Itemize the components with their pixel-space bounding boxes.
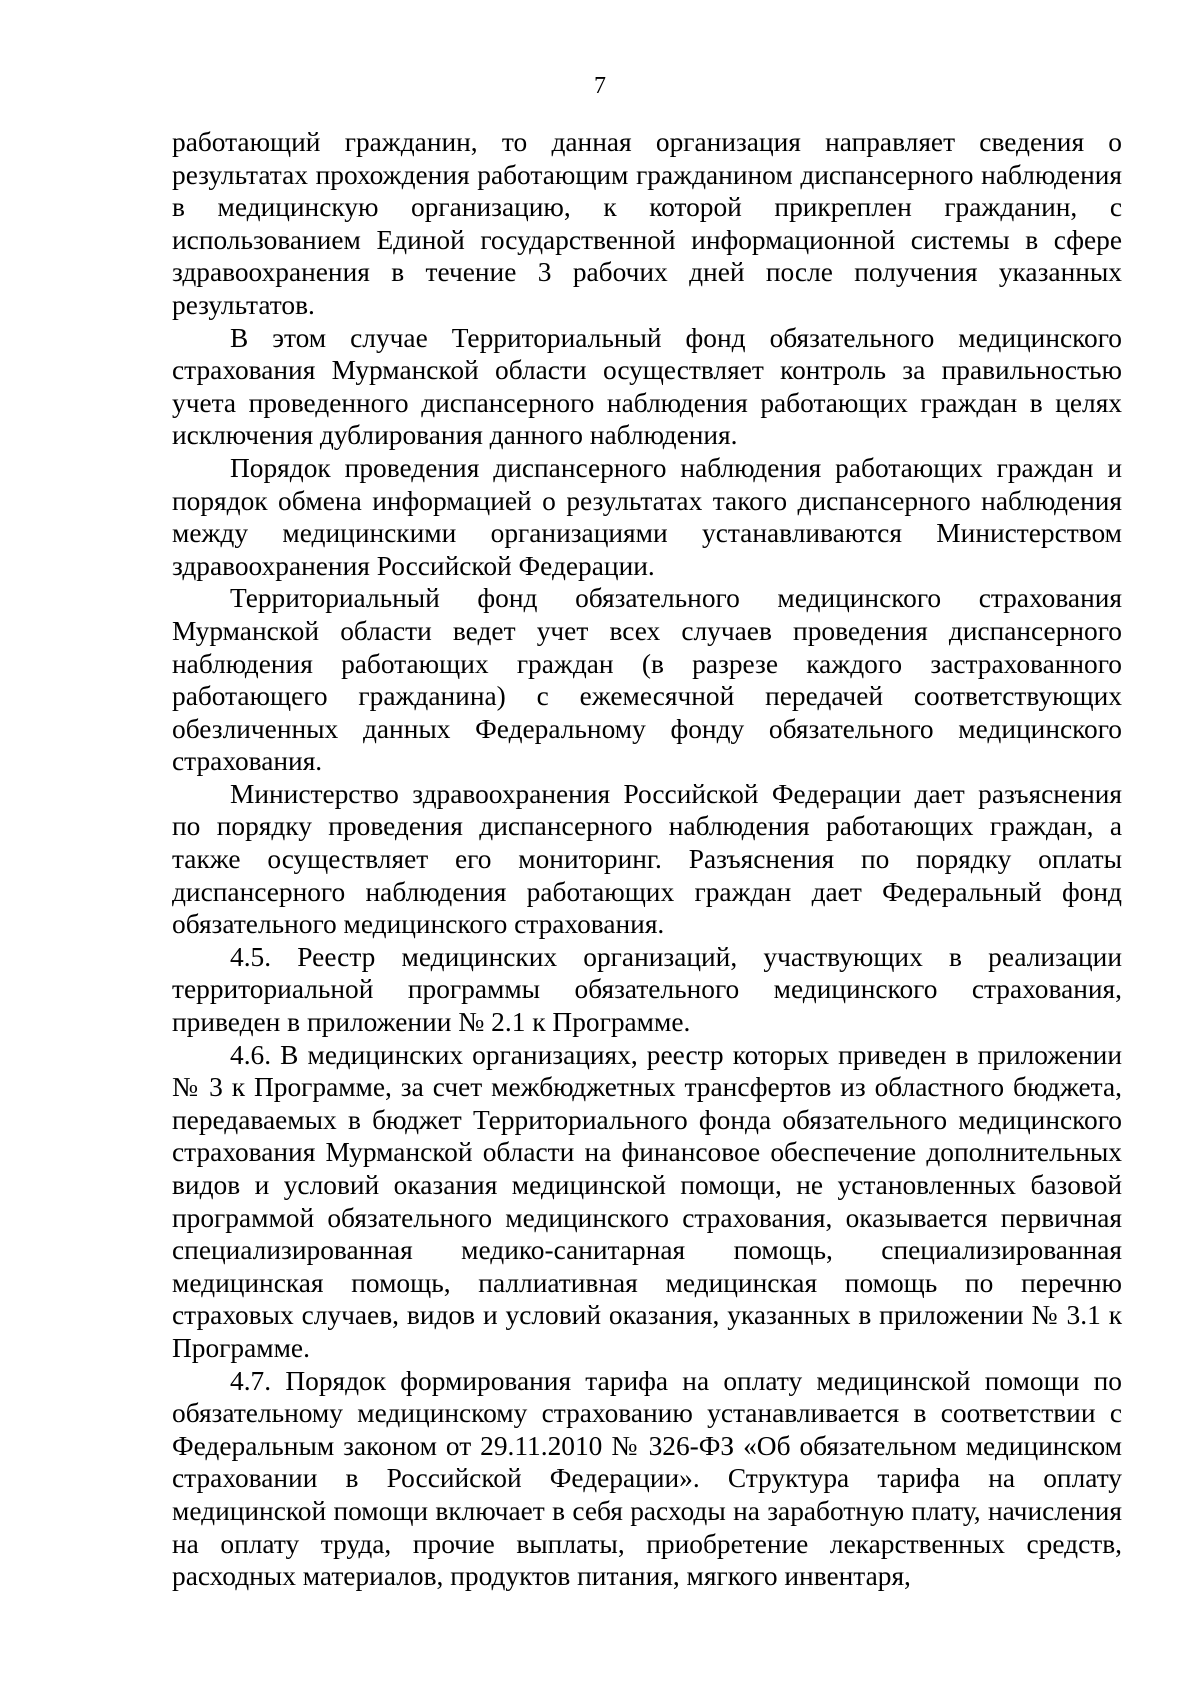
- paragraph-continuation: работающий гражданин, то данная организация направляет сведения о результатах прохождения работающим гражданином диспансерного наблюдения в медицинскую организацию, к которой прикреплен гражданин, с использованием Единой государственной информационной системы в сфере здравоохранения в течение 3 рабочих дней после получения указанных результатов.: [172, 127, 1122, 320]
- paragraph-section-4-5: 4.5. Реестр медицинских организаций, участвующих в реализации территориальной программы обязательного медицинского страхования, приведен в приложении № 2.1 к Программе.: [172, 941, 1122, 1038]
- paragraph-fund-accounting: Территориальный фонд обязательного медицинского страхования Мурманской области ведет учет всех случаев проведения диспансерного наблюдения работающих граждан (в разрезе каждого застрахованного работающего гражданина) с ежемесячной передачей соответствующих обезличенных данных Федеральному фонду обязательного медицинского страхования.: [172, 583, 1122, 777]
- paragraph-ministry-clarifications: Министерство здравоохранения Российской Федерации дает разъяснения по порядку проведения диспансерного наблюдения работающих граждан, а также осуществляет его мониторинг. Разъяснения по порядку оплаты диспансерного наблюдения работающих граждан дает Федеральный фонд обязательного медицинского страхования.: [172, 778, 1122, 940]
- paragraph-control-duplication: В этом случае Территориальный фонд обязательного медицинского страхования Мурманской области осуществляет контроль за правильностью учета проведенного диспансерного наблюдения работающих граждан в целях исключения дублирования данного наблюдения.: [172, 322, 1122, 451]
- paragraph-section-4-7: 4.7. Порядок формирования тарифа на оплату медицинской помощи по обязательному медицинскому страхованию устанавливается в соответствии с Федеральным законом от 29.11.2010 № 326-ФЗ «Об обязательном медицинском страховании в Российской Федерации». Структура тарифа на оплату медицинской помощи включает в себя расходы на заработную плату, начисления на оплату труда, прочие выплаты, приобретение лекарственных средств, расходных материалов, продуктов питания, мягкого инвентаря,: [172, 1365, 1122, 1592]
- document-body: [172, 126, 1122, 1593]
- paragraph-observation-procedure: Порядок проведения диспансерного наблюдения работающих граждан и порядок обмена информацией о результатах такого диспансерного наблюдения между медицинскими организациями устанавливаются Министерством здравоохранения Российской Федерации.: [172, 452, 1122, 581]
- page-number: 7: [594, 73, 606, 99]
- paragraph-section-4-6: 4.6. В медицинских организациях, реестр которых приведен в приложении № 3 к Программе, за счет межбюджетных трансфертов из областного бюджета, передаваемых в бюджет Территориального фонда обязательного медицинского страхования Мурманской области на финансовое обеспечение дополнительных видов и условий оказания медицинской помощи, не установленных базовой программой обязательного медицинского страхования, оказывается первичная специализированная медико-санитарная помощь, специализированная медицинская помощь, паллиативная медицинская помощь по перечню страховых случаев, видов и условий оказания, указанных в приложении № 3.1 к Программе.: [172, 1039, 1122, 1363]
